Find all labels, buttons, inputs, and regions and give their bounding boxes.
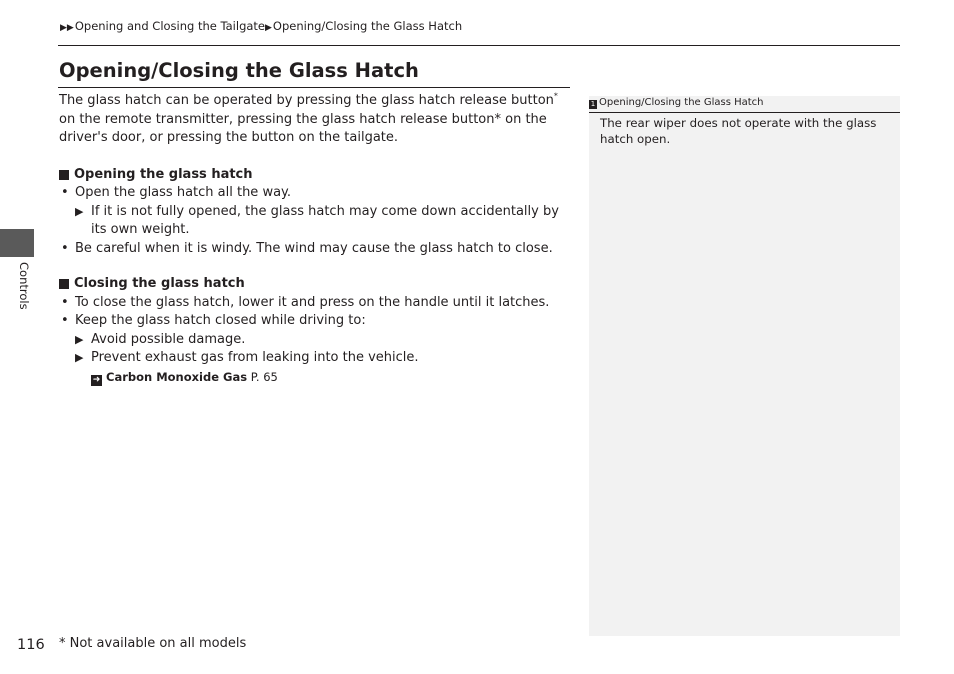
note-heading <box>589 96 900 113</box>
breadcrumb-item[interactable]: Opening and Closing the Tailgate <box>74 19 265 33</box>
footnote: * Not available on all models <box>59 636 247 651</box>
breadcrumb-item[interactable]: Opening/Closing the Glass Hatch <box>272 19 463 33</box>
arrow-icon: ▶ <box>75 351 84 364</box>
sub-list-text: Prevent exhaust gas from leaking into the vehicle. <box>91 350 419 365</box>
sub-list-item <box>59 203 569 240</box>
section-heading-text: Opening the glass hatch <box>74 166 253 182</box>
section-tab-marker <box>0 229 34 257</box>
breadcrumb-arrow-icon: ▶ <box>265 23 272 33</box>
square-bullet-icon <box>59 279 69 289</box>
sub-list-text: If it is not fully opened, the glass hatch may come down accidentally by its own weight. <box>91 203 559 237</box>
section-heading-text: Closing the glass hatch <box>74 276 245 291</box>
list-item: • Be careful when it is windy. The wind may cause the glass hatch to close. <box>59 240 569 259</box>
note-title: Opening/Closing the Glass Hatch <box>599 97 764 108</box>
list-item: • Open the glass hatch all the way. <box>59 184 569 203</box>
note-icon: 1 <box>590 100 596 108</box>
cross-reference-page[interactable]: P. 65 <box>250 369 278 384</box>
intro-text: on the remote transmitter, pressing the glass hatch release button <box>59 111 495 127</box>
footnote-mark: * <box>494 111 501 127</box>
note-panel <box>589 96 900 636</box>
title-divider <box>58 87 570 88</box>
page-title: Opening/Closing the Glass Hatch <box>59 59 419 82</box>
breadcrumb <box>60 19 462 33</box>
cross-reference-title[interactable]: Carbon Monoxide Gas <box>106 369 248 384</box>
section-tab-label: Controls <box>17 262 31 310</box>
list-item: • Keep the glass hatch closed while driving to: <box>59 312 569 331</box>
note-body: The rear wiper does not operate with the glass hatch open. <box>600 116 877 146</box>
arrow-icon: ▶ <box>75 204 84 218</box>
main-content <box>59 92 569 386</box>
sub-list-item <box>59 349 569 368</box>
intro-text: on the driver's door, or pressing the button on the tailgate. <box>59 111 547 145</box>
cross-reference-link[interactable] <box>59 368 569 386</box>
arrow-icon: ▶ <box>75 332 84 346</box>
section-heading <box>59 166 569 185</box>
header-divider <box>58 45 900 46</box>
sub-list-text: Avoid possible damage. <box>91 331 246 347</box>
breadcrumb-arrow-icon: ▶▶ <box>60 23 74 33</box>
sub-list-item <box>59 331 569 350</box>
intro-paragraph <box>59 92 569 148</box>
list-item: • To close the glass hatch, lower it and press on the handle until it latches. <box>59 294 569 313</box>
cross-reference-icon: ➜ <box>92 374 101 385</box>
square-bullet-icon <box>59 170 69 180</box>
footnote-mark: * <box>553 91 558 101</box>
section-heading <box>59 275 569 294</box>
page-number: 116 <box>17 637 45 653</box>
intro-text: The glass hatch can be operated by pressing the glass hatch release button <box>59 93 554 108</box>
